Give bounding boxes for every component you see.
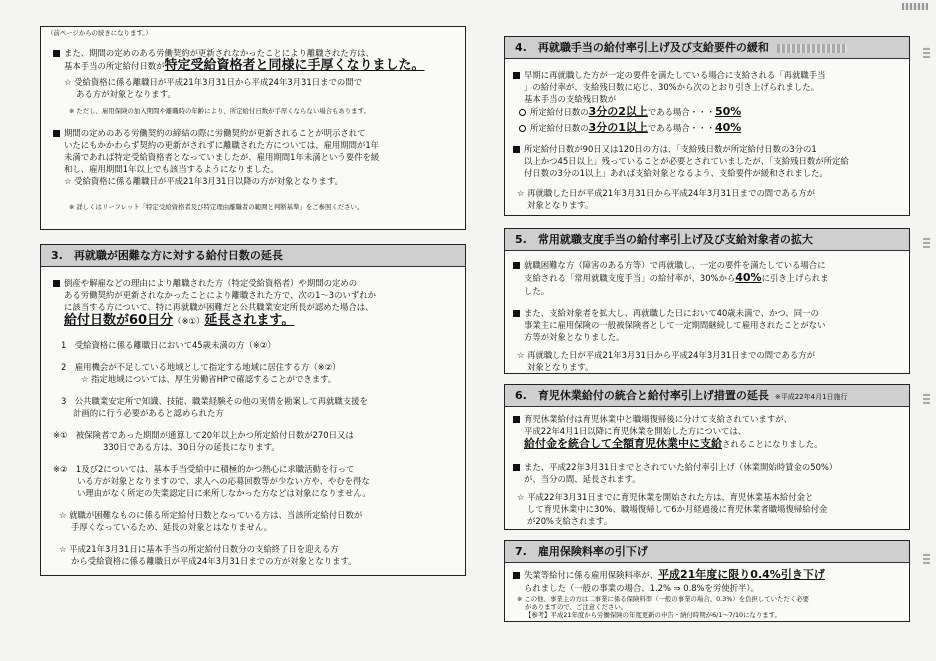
bullet-square-icon [513, 146, 520, 153]
text-line: 再就職した日が平成21年3月31日から平成24年3月31日までの間である方が [527, 188, 815, 198]
s4-rate-2 [519, 122, 741, 134]
s5-line: 事業主に雇用保険の一般被保険者として一定期間継続して雇用されたことがない [524, 320, 826, 330]
s6-line [513, 461, 837, 473]
section-6-header [505, 385, 909, 407]
bullet-square-icon [513, 262, 520, 269]
s3-star-2b: から受給資格に係る離職日が平成24年3月31日までの方が対象となります。 [71, 556, 357, 566]
emphasis-text: 3分の2以上 [588, 105, 648, 118]
s3-item-2b: ☆ 指定地域については、厚生労働省HPで確認することができます。 [81, 374, 337, 384]
redacted-mark-icon [777, 44, 847, 53]
section-3-header [41, 245, 465, 267]
s3-note-1b: 330日である方は、30日分の延長になります。 [103, 442, 280, 452]
text-line: また、平成22年3月31日までとされていた給付率引上げ（休業開始時賃金の50%） [524, 462, 838, 472]
text-line: 基本手当の所定給付日数が [64, 61, 165, 71]
s7-line: られました（一般の事業の場合、1.2% ⇒ 0.8%を労使折半）。 [524, 583, 759, 593]
text-line: また、支給対象者を拡大し、再就職した日において40歳未満で、かつ、同一の [524, 308, 819, 318]
s3-note-2c: い理由がなく所定の失業認定日に来所しなかった方などは対象になりません。 [77, 488, 371, 498]
s6-star: ☆ 平成22年3月31日までに育児休業を開始された方は、育児休業基本給付金と [517, 492, 814, 502]
section-3-box [40, 244, 466, 576]
emphasis-text: 給付日数が60日分 [64, 313, 174, 328]
emphasis-text: 40% [735, 271, 762, 284]
text-line: 所定給付日数の [530, 123, 589, 133]
para-1-line3: ☆ 受給資格に係る離職日が平成21年3月31日から平成24年3月31日までの間で [64, 77, 362, 87]
s3-line: ある労働契約が更新されなかったことにより離職された方で、次の1～3のいずれか [64, 290, 376, 300]
edge-mark-icon [923, 392, 930, 404]
para-1-line2 [64, 60, 425, 72]
s3-note-2b: いる方が対象となりますので、求人への応募回数等が少ない方や、やむを得な [77, 476, 370, 486]
section-6-box [504, 384, 910, 530]
emphasis-text: 40% [714, 121, 742, 134]
s7-reference: 【参考】平成21年度から労働保険の年度更新の申告・納付時期が6/1～7/10になります。 [525, 611, 781, 619]
text-line: また、期間の定めのある労働契約が更新されなかったことにより離職された方は、 [64, 48, 374, 58]
s5-line [524, 272, 829, 284]
s6-line: が、当分の間、延長されます。 [524, 474, 641, 484]
text-line: されることになりました。 [722, 439, 823, 449]
s3-star-1: ☆ 就職が困難なものに係る所定給付日数となっている方は、当該所定給付日数が [59, 510, 363, 520]
text-line: 育児休業給付は育児休業中と職場復帰後に分けて支給されていますが、 [524, 414, 792, 424]
page-mark-icon [902, 3, 928, 10]
bullet-square-icon [513, 464, 520, 471]
text-line: 就職が困難なものに係る所定給付日数となっている方は、当該所定給付日数が [69, 510, 363, 520]
para-2 [53, 127, 366, 139]
text-line: 倒産や解雇などの理由により離職された方（特定受給資格者）や期間の定めの [64, 278, 358, 288]
text-line: 早期に再就職した方が一定の要件を満たしている場合に支給される「再就職手当 [524, 70, 826, 80]
bullet-square-icon [513, 72, 520, 79]
s3-star-1b: 手厚くなっているため、延長の対象とはなりません。 [71, 522, 273, 532]
text-line: 期間の定めのある労働契約の締結の際に労働契約が更新されることが明示されて [64, 128, 366, 138]
s5-line: した。 [524, 286, 550, 296]
para-2-note: ※ 詳しくはリーフレット「特定受給資格者及び特定理由離職者の範囲と判断基準」をご参照ください。 [69, 203, 364, 211]
section-title: 7. 雇用保険料率の引下げ [515, 545, 648, 558]
extended-benefits-box [40, 26, 466, 230]
text-line: 就職困難な方（障害のある方等）で再就職し、一定の要件を満たしている場合に [524, 260, 826, 270]
emphasis-text: 延長されます。 [204, 313, 295, 328]
text-line: 所定給付日数が90日又は120日の方は、「支給残日数が所定給付日数の3分の1 [524, 144, 817, 154]
text-line: 受給資格に係る離職日が平成21年3月31日以降の方が対象となります。 [74, 176, 344, 186]
text-line: 平成22年3月31日までに育児休業を開始された方は、育児休業基本給付金と [527, 492, 814, 502]
s4-star-b: 対象となります。 [527, 200, 594, 210]
s4-line [513, 69, 826, 81]
section-title: 6. 育児休業給付の統合と給付率引上げ措置の延長 [515, 389, 769, 402]
s6-star-b: して育児休業中に30%、職場復帰して6か月経過後に育児休業者職場復帰給付金 [527, 504, 828, 514]
s6-star-c: が20%支給されます。 [527, 516, 612, 526]
text-line: である場合・・・ [647, 107, 715, 117]
circle-bullet-icon [519, 109, 526, 116]
emphasis-text: 特定受給資格者と同様に手厚くなりました。 [164, 58, 425, 73]
para-2-line5: ☆ 受給資格に係る離職日が平成21年3月31日以降の方が対象となります。 [64, 176, 344, 186]
para-2-line2: いたにもかかわらず契約の更新がされずに離職された方については、雇用期間が1年 [64, 140, 380, 150]
s3-star-2: ☆ 平成21年3月31日に基本手当の所定給付日数分の支給終了日を迎える方 [59, 544, 339, 554]
s5-star: ☆ 再就職した日が平成21年3月31日から平成24年3月31日までの間である方が [517, 350, 815, 360]
emphasis-text: 3分の1以上 [588, 121, 648, 134]
s6-line [513, 413, 792, 425]
para-1-note: ※ ただし、雇用保険の加入期間や離職時の年齢により、所定給付日数が手厚くならない場合もあります。 [69, 107, 370, 115]
bullet-square-icon [53, 280, 60, 287]
section-5-header [505, 229, 909, 251]
continued-note: （前ページからの続きになります。） [47, 29, 152, 37]
s7-line [513, 569, 825, 581]
s5-star-b: 対象となります。 [527, 362, 594, 372]
bullet-square-icon [513, 416, 520, 423]
s4-star: ☆ 再就職した日が平成21年3月31日から平成24年3月31日までの間である方が [517, 188, 815, 198]
section-4-box [504, 36, 910, 216]
section-title: 3. 再就職が困難な方に対する給付日数の延長 [51, 249, 283, 262]
text-line: 平成21年3月31日に基本手当の所定給付日数分の支給終了日を迎える方 [69, 544, 339, 554]
section-title: 4. 再就職手当の給付率引上げ及び支給要件の緩和 [515, 41, 769, 54]
s3-item-3: 3 公共職業安定所で知識、技能、職業経験その他の実情を勘案して再就職支援を [61, 396, 368, 406]
s5-line [513, 307, 819, 319]
s3-line [64, 315, 294, 327]
s3-note-2: ※② 1及び2については、基本手当受給中に積極的かつ熱心に求職活動を行って [53, 464, 355, 474]
s3-item-1: 1 受給資格に係る離職日において45歳未満の方（※②） [61, 340, 276, 350]
s6-line [524, 438, 823, 450]
s4-line: 」の給付率が、支給残日数に応じ、30%から次のとおり引き上げられました。 [524, 82, 819, 92]
s3-item-3b: 計画的に行う必要があると認められた方 [73, 408, 224, 418]
s4-line [513, 143, 817, 155]
emphasis-text: 平成21年度に限り0.4%引き下げ [658, 568, 825, 581]
s4-line: 付日数の3分の1以上」あれば支給対象となるよう、支給要件が緩和されました。 [524, 168, 828, 178]
bullet-square-icon [513, 310, 520, 317]
para-2-line4: 和し、雇用期間1年以上でも該当するようになりました。 [64, 164, 279, 174]
section-7-box [504, 540, 910, 622]
bullet-square-icon [53, 130, 60, 137]
s5-line [513, 259, 826, 271]
s7-note-b: がありますので、ご注意ください。 [525, 603, 628, 611]
section-5-box [504, 228, 910, 374]
text-line: 失業等給付に係る雇用保険料率が、 [524, 570, 658, 580]
section-4-header [505, 37, 909, 59]
emphasis-text: 50% [714, 105, 742, 118]
s5-line: 方等が対象となりました。 [524, 332, 625, 342]
effective-date-tag: ※平成22年4月1日施行 [774, 393, 848, 401]
text-line: 再就職した日が平成21年3月31日から平成24年3月31日までの間である方が [527, 350, 815, 360]
edge-mark-icon [923, 552, 930, 564]
text-line: （※①） [173, 316, 205, 326]
text-line: 所定給付日数の [530, 107, 589, 117]
section-7-header [505, 541, 909, 563]
s3-item-2: 2 雇用機会が不足している地域として指定する地域に居住する方（※②） [61, 362, 341, 372]
edge-mark-icon [923, 46, 930, 58]
text-line: である場合・・・ [647, 123, 715, 133]
para-2-line3: 未満であれば特定受給資格者となっていましたが、雇用期間1年未満という要件を緩 [64, 152, 380, 162]
s4-line: 以上かつ45日以上」残っていることが必要とされていましたが、「支給残日数が所定給 [524, 156, 849, 166]
bullet-square-icon [513, 572, 520, 579]
section-title: 5. 常用就職支度手当の給付率引上げ及び支給対象者の拡大 [515, 233, 813, 246]
bullet-square-icon [53, 50, 60, 57]
s4-line: 基本手当の支給残日数が [524, 94, 617, 104]
para-1-line4: ある方が対象となります。 [76, 89, 176, 99]
emphasis-text: 給付金を統合して全額育児休業中に支給 [524, 437, 722, 450]
s3-note-1: ※① 被保険者であった期間が通算して20年以上かつ所定給付日数が270日又は [53, 430, 354, 440]
text-line: 支給される「常用就職支度手当」の給付率が、30%から [524, 273, 736, 283]
circle-bullet-icon [519, 125, 526, 132]
s7-note: ※ この他、事業主の方は二事業に係る保険料率（一般の事業の場合、0.3%）を負担していただく必要 [517, 595, 810, 603]
s3-line: に該当する方について、特に再就職が困難だと公共職業安定所長が認めた場合は、 [64, 302, 374, 312]
s6-line: 平成22年4月1日以降に育児休業を開始した方については、 [524, 426, 747, 436]
s4-rate-1 [519, 106, 741, 118]
text-line: に引き上げられま [761, 273, 829, 283]
text-line: 受給資格に係る離職日が平成21年3月31日から平成24年3月31日までの間で [74, 77, 362, 87]
s3-line [53, 277, 357, 289]
edge-mark-icon [923, 236, 930, 248]
